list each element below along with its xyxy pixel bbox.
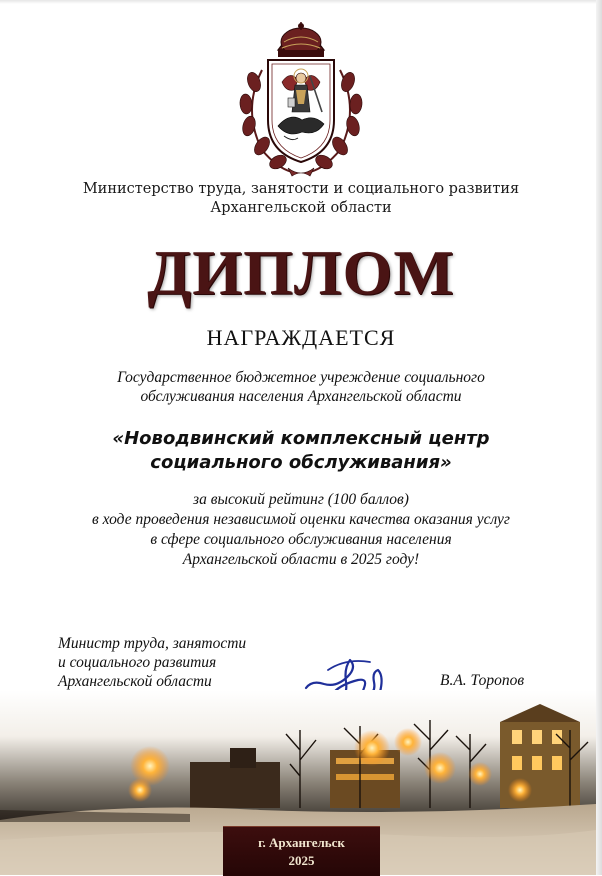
center-name-line-1: «Новодвинский комплексный центр [112,428,490,449]
ministry-header [0,180,602,218]
center-name-line-2: социального обслуживания» [150,452,452,473]
minister-line-2: и социального развития [58,654,217,671]
ministry-line-2: Архангельской области [210,200,392,216]
institution-line-1: Государственное бюджетное учреждение социального [117,369,485,386]
footer-plaque [223,826,380,876]
reason-line-4: Архангельской области в 2025 году! [182,551,420,568]
awarded-heading: НАГРАЖДАЕТСЯ [206,325,396,350]
coat-of-arms-emblem [232,20,370,178]
footer-year: 2025 [288,853,315,868]
crown-icon [278,22,324,57]
reason-line-3: в сфере социального обслуживания населения [150,531,452,548]
institution-name [0,368,602,406]
institution-line-2: обслуживания населения Архангельской области [140,388,462,405]
ministry-line-1: Министерство труда, занятости и социального развития [82,181,520,197]
center-name [0,427,602,475]
signer-name: В.А. Торопов [440,672,525,689]
minister-line-3: Архангельской области [58,673,212,690]
reason-line-1: за высокий рейтинг (100 баллов) [193,491,409,508]
shield-icon [268,60,334,162]
award-reason [0,490,602,570]
footer-city: г. Архангельск [258,835,345,850]
scan-edge-top [0,0,602,4]
minister-line-1: Министр труда, занятости [58,635,247,652]
minister-title [58,634,318,691]
reason-line-2: в ходе проведения независимой оценки качества оказания услуг [92,511,510,528]
diploma-title: ДИПЛОМ [147,237,455,308]
